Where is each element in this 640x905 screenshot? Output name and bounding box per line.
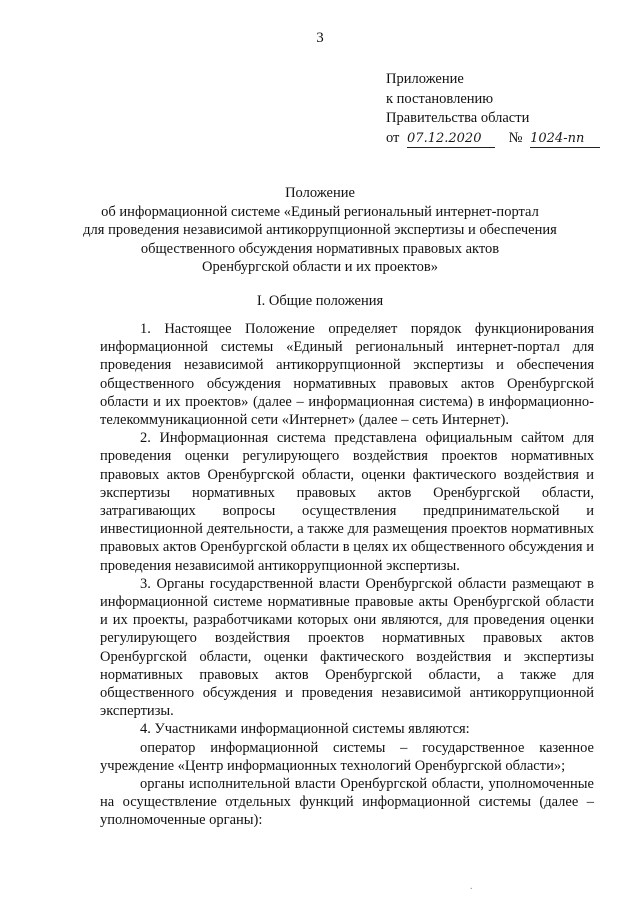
paragraph-2: 2. Информационная система представлена официальным сайтом для проведения оценки регулирующего воздействия проектов нормативных правовых актов Оренбургской области, оценки фактического воздействия и экспертизы нормативных правовых актов Оренбургской области, затрагивающих вопросы осуществления предпринимательской и инвестиционной деятельности, а также для размещения проектов нормативных правовых актов Оренбургской области в целях их общественного обсуждения и проведения независимой антикоррупционной экспертизы. — [100, 430, 594, 574]
appendix-date-number-line — [386, 129, 626, 149]
title-line-3: для проведения независимой антикоррупционной экспертизы и обеспечения — [83, 222, 557, 238]
title-line-5: Оренбургской области и их проектов» — [202, 259, 438, 275]
appendix-block — [386, 70, 626, 148]
title-line-2: об информационной системе «Единый региональный интернет-портал — [101, 203, 539, 220]
paragraph-4: 4. Участниками информационной системы являются: — [140, 721, 470, 738]
scan-mark: . — [470, 881, 473, 892]
section-heading: I. Общие положения — [256, 293, 384, 309]
paragraph-4-item-authorities: органы исполнительной власти Оренбургской области, уполномоченные на осуществление отдельных функций информационной системы (далее – уполномоченные органы): — [100, 776, 594, 829]
number-label: № — [508, 129, 523, 146]
resolution-date: 07.12.2020 — [407, 131, 495, 148]
paragraph-3: 3. Органы государственной власти Оренбургской области размещают в информационной системе нормативные правовые акты Оренбургской области и их проекты, разработчиками которых они являются, для проведения оценки регулирующего воздействия проектов нормативных правовых актов Оренбургской области, оценки фактического воздействия и экспертизы нормативных правовых актов Оренбургской области, а также для общественного обсуждения и проведения независимой антикоррупционной экспертизы. — [100, 575, 594, 720]
appendix-line-2: к постановлению — [386, 90, 494, 107]
paragraph-4-item-operator: оператор информационной системы – государственное казенное учреждение «Центр информационных технологий Оренбургской области»; — [100, 739, 594, 774]
paragraph-1: 1. Настоящее Положение определяет порядок функционирования информационной системы «Единый региональный интернет-портал для проведения независимой антикоррупционной экспертизы и обеспечения общественного обсуждения нормативных правовых актов Оренбургской области и их проектов» (далее – информационная система) в информационно-телекоммуникационной сети «Интернет» (далее – сеть Интернет). — [100, 321, 594, 429]
resolution-number: 1024-пп — [530, 131, 600, 148]
page-number: 3 — [316, 30, 324, 46]
title-line-1: Положение — [285, 185, 355, 201]
from-label: от — [386, 129, 400, 146]
document-body — [100, 320, 594, 830]
appendix-line-3: Правительства области — [386, 110, 530, 126]
title-line-4: общественного обсуждения нормативных правовых актов — [140, 240, 500, 257]
appendix-line-1: Приложение — [386, 71, 464, 87]
document-title — [50, 184, 590, 277]
